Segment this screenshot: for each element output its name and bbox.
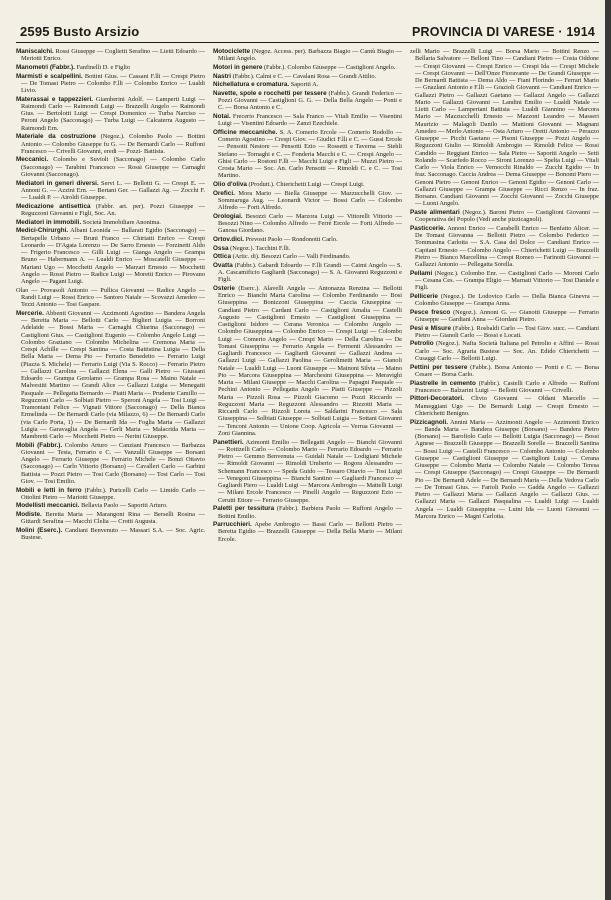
entry-text: (Negoz. Access. per). Barbazza Biagio — Cantù Biagio — Milani Angelo. — [218, 48, 402, 63]
entry-heading: Pizzicagnoli. — [410, 418, 449, 426]
entry-heading: Petrolio — [410, 340, 434, 348]
entry-text: Bottini Gius. — Cassani F.lli — Crespi Pietro — De Tomasi Pietro — Colombo F.lli — Colombo Enrico — Lualdi Livio. — [21, 72, 206, 95]
entry-text: (Negoz.). Baroni Pietro — Castiglioni Giovanni — Cooperativa del Popolo (Vedi anche pizzicagnoli). — [415, 208, 599, 224]
directory-entry — [213, 253, 402, 260]
entry-text: (Fabbr.). Colombo Giuseppe — Castiglioni Angelo. — [263, 63, 396, 71]
directory-entry — [410, 209, 599, 224]
entry-heading: Orologiai. — [213, 212, 243, 220]
column-1 — [16, 48, 205, 544]
directory-entry — [16, 96, 205, 132]
entry-text: Annini Maria — Azzimonti Angelo — Azzimonti Enrico — Banda Maria — Bandera Giuseppe (Borsano) — Bandera Pietro (Borsano) — Barofiolo Carlo — Bellotti Luigia (Sacconago) — Bossi Agnese — Brazzelli Giuseppe — Brazzelli Sorelle — Brazzelli Santina — Bossi Luigi — Castelli Francesco — Colombo Antonio — Colombo Giuseppe — Castiglioni Giuseppe — Castiglioni Luigi — Cerana Giuseppe — Colombo Maria — Colombo Natale — Colombo Teresa — Crespi Giuseppe (Sacconago) — Crespi Giuseppe — De Bernardi Pio — De Bernardi Adele — De Bernardi Maria — Della Vedova Carlo — De Tomasi Gius. — Farioli Paolo — Gadda Angelo — Gallazzi Pietro — Gallazzi Maria — Gallazzi Angelo — Gallazzi Gius. — Gallazzi Maria — Gallazzi Pasqualina — Lualdi Luigi — Lualdi Angela — Lualdi Giuseppina — Luini Ida — Luoni Giovanni — Marcora Enrico — Magni Carlotta. — [415, 418, 599, 520]
entry-text: zelli Mario — Brazzelli Luigi — Borsa Mario — Bottini Renzo — Bellaria Salvatore — Belloni Tino — Candiani Pietro — Costa Oddone — Crespi Giovanni — Crespi Enrico — Crespi Ida — Crespi Michele — Crespi Giovanni — Dell'Onze Fioravante — De Grandi Giuseppe — De Bernardi Battista — Dema Aldo — Fiani Florindo — Ferrari Mario — Gnazlani Antonio e F.lli — Grazioli Giovanni — Candiani Enrico — Gallazzi Pietro — Gallazzi Gaetano — Gallazzi Angelo — Gallazzi Mario — Gallazzi Giovanni — Landini Emilio — Lualdi Natale — Lietti Carlo — Lampertani Battista — Lualdi Giannino — Marcora Mario — Mazzucchelli Ernesto — Mazzoni Leandro — Masseri Maurizio — Malagoli Danilo — Mattioni Giovanni — Magnani Amedeo — Merlo Antonio — Osta Arturo — Oretti Antonio — Perazzo Giuseppe — Picchi Gaetano — Pisoni Giuseppe — Pozzi Angelo — Reguzzoni Giulio — Rimoldi Ambrogio — Rimoldi Felice — Rossi Candido — Reggiani Enrico — Sala Pietro — Saporiti Angelo — Setti Rolando — Scarfedo Rocco — Sironi Lorenzo — Spelta Luigi — Vitali Carlo — Viola Enrico — Vernocchi Rinaldo — Zucchi Egidio — In fraz. Sacconago. Caccia Andrea — Dema Giuseppe — Bonomi Piero — Genoni Pietro — Genoni Enrico — Genoni Egidio — Genoni Carlo — Gallazzi Giuseppe — Grampa Giuseppe — Ricci Renzo — In fraz. Borsano. Candiani Giovanni — Zocchi Giovanni — Zocchi Giuseppe — Luoni Angelo. — [410, 48, 599, 208]
entry-text: Beretta Maria — Marangoni Rina — Berselli Rosina — Gittardi Serafina — Macchi Clelia — Crotti Augusta. — [21, 511, 205, 526]
header-right: PROVINCIA DI VARESE · 1914 — [411, 25, 595, 39]
directory-entry — [410, 325, 599, 340]
entry-heading: Mercerie. — [16, 309, 44, 317]
directory-entry — [410, 225, 599, 269]
directory-entry — [16, 442, 205, 486]
directory-entry — [410, 364, 599, 379]
entry-heading: Officine meccaniche. — [213, 128, 278, 136]
entry-text: (Negoz.). Nafta Società Italiana pel Petrolio e Affini — Rossi Carlo — Soc. Agraria Bustese — Soc. An. Edido Chierichetti — Cusaggi Carlo — Bellotti Luigi. — [415, 340, 599, 362]
directory-entry — [213, 81, 402, 88]
entry-heading: Maniscalchi. — [16, 48, 54, 55]
entry-text: (Negoz.). Colombo Enr. — Castiglioni Carlo — Moroni Carlo — Cesana Ces. — Grampa Eligio — Marnati Vittorio — Tosi Daniele e Figli. — [415, 269, 599, 292]
column-2 — [213, 48, 402, 544]
entry-heading: Mediatori in immobili. — [16, 218, 82, 226]
entry-text: Rossi Giuseppe — Coglietti Serafino — Lietti Edoardo — Meriotti Enrico. — [21, 48, 205, 63]
directory-entry — [213, 213, 402, 235]
entry-text: Apebe Ambrogio — Bassi Carlo — Bellotti Pietro — Beretta Egidio — Brazzelli Giuseppe — Della Bella Mario — Milani Ercole. — [218, 521, 402, 543]
entry-heading: Osterie — [213, 284, 235, 292]
page-header — [16, 24, 599, 43]
directory-entry — [213, 439, 402, 504]
entry-heading: Parrucchieri. — [213, 521, 252, 529]
entry-heading: Motociclette — [213, 48, 251, 55]
entry-text: Saporiti A. — [290, 81, 319, 89]
entry-heading: Meccanici. — [16, 156, 49, 164]
directory-entry — [213, 73, 402, 80]
entry-text: Fanfinelli D. e Figlio — [76, 63, 131, 71]
directory-entry — [16, 73, 205, 95]
entry-heading: Mobili (Fabbr.). — [16, 441, 63, 449]
entry-heading: Panettieri. — [213, 438, 244, 446]
entry-heading: Modiste. — [16, 511, 42, 519]
directory-entry — [410, 309, 599, 324]
directory-entry — [16, 511, 205, 526]
entry-heading: Modellisti meccanici. — [16, 502, 80, 510]
entry-heading: Manometri (Fabbr.). — [16, 63, 75, 71]
entry-heading: Pasticcerie. — [410, 224, 446, 232]
entry-heading: Motori in genere — [213, 63, 263, 71]
directory-entry — [410, 419, 599, 521]
directory-entry — [16, 180, 205, 202]
directory-entry — [16, 310, 205, 441]
directory-entry — [213, 505, 402, 520]
directory-entry — [213, 113, 402, 128]
entry-heading: Pellicerie — [410, 292, 438, 300]
entry-text: S. A. Comerio Ercole — Comerio Rodolfo — Comerio Agostino — Crespi Giov. — Giudici F.lli e C. — Gussi Ercole — Pensotti Nestore — Pensotti Ezio — Rossetti e Taverna — Stehli Stefano — Tornaghi e C. — Fonderia Macchi e C. — Crespi Angelo — Ghisi Carlo — Rostoni F.lli — Macchi Luigi e Figli — Muzzi Pietro — Crosta Mario — Soc. An. Carlo Pensotti — Rimoldi C. e C. — Tosi Martino. — [218, 128, 402, 180]
entry-text: Prevosti Paolo — Rondonotti Carlo. — [245, 235, 338, 243]
directory-entry — [213, 521, 402, 543]
entry-heading: Ovatta — [213, 261, 233, 269]
entry-heading: Paletti per tessitura — [213, 505, 275, 513]
entry-text: (Fabbr.). Barbiera Paolo — Ruffoni Angelo — Bottini Emilio. — [218, 505, 402, 520]
entry-heading: Navette, spole e rocchetti per tessere — [213, 89, 327, 97]
entry-heading: Mobili e letti in ferro — [16, 486, 82, 494]
directory-entry — [213, 190, 402, 212]
directory-entry — [213, 181, 402, 188]
directory-entry — [213, 48, 402, 63]
entry-heading: Nastri — [213, 72, 231, 80]
entry-text: (Negoz.). Tacchini F.lli. — [230, 244, 291, 252]
entry-heading: Materiale da costruzione — [16, 133, 97, 141]
entry-heading: Marmisti e scalpellini. — [16, 72, 83, 80]
entry-heading: Nichellatura e cromatura. — [213, 81, 290, 89]
entry-heading: Olio d'oliva — [213, 180, 247, 188]
entry-text: (Artic. di). Besozzi Carlo — Valli Ferdinando. — [232, 253, 351, 261]
entry-text: (Fabbr.). Calmi e C. — Cavalani Rosa — Grandi Attilio. — [232, 72, 377, 80]
entry-text: Servi L. — Bellotti G. — Crespi E. — Annoni G. — Azzini Ern. — Bertani Ger. — Gallazzi Ag. — Zocchi F. — Lualdi P. — Airoldi Giuseppe. — [21, 179, 205, 202]
entry-heading: Pettini per tessere — [410, 363, 468, 371]
directory-entry — [16, 287, 205, 309]
entry-text: (Negoz.). De Lodovico Carlo — Della Bianca Ginevra — Colombo Giuseppe — Grampa Anna. — [415, 292, 599, 308]
entry-text: (Fabbr.). Gabardi Edoardo — F.lli Grandi — Caimi Angelo — S. A. Cascamificio Gagliardi (Sacconago) — S. A. Giovanni Reguzzoni e Figli. — [218, 261, 402, 284]
entry-text: Mora Mario — Biella Giuseppe — Mazzucchelli Giov. — Sommaruga Aug. — Leonardi Victor — Bossi Carlo — Colombo Alfredo — Forti Alfredo. — [218, 189, 402, 212]
entry-heading: Pittori-Decoratori. — [410, 395, 464, 403]
entry-text: Olao — Provasoli Antonio — Pullica Giovanni — Radice Angelo — Randi Luigi — Rossi Enrico — Santoro Natale — Scovazzi Amedeo — Tezzi Antonio — Tosi Gaspare. — [16, 286, 205, 309]
directory-entry — [410, 380, 599, 395]
directory-entry — [16, 227, 205, 285]
entry-text: (Fabbr.). Borsa Antonio — Ponti e C. — Borsa Cesare — Borsa Carlo. — [415, 363, 599, 378]
directory-entry — [213, 236, 402, 243]
entry-heading: Pesce fresco — [410, 308, 451, 316]
directory-entry — [410, 48, 599, 208]
directory-entry — [16, 64, 205, 71]
entry-text: (Negoz.). Annoni G. — Gianotti Giuseppe — Ferrario Giuseppe — Gardiani Anna — Giordani Pietro. — [415, 308, 599, 323]
directory-entry — [213, 129, 402, 180]
directory-entry — [16, 133, 205, 155]
entry-text: (Fabbr.). Rosbaldi Carlo — Tosi Giov. succ. — Candiani Pietro — Gianoli Carlo — Bossi e Locati. — [415, 324, 599, 339]
directory-entry — [16, 203, 205, 218]
directory-entry — [410, 340, 599, 362]
entry-text: (Fabbr. art. per). Pozzi Giuseppe — Reguzzoni Giovanni e Figli, Soc. An. — [21, 202, 206, 217]
directory-entry — [410, 395, 599, 417]
directory-entry — [16, 502, 205, 509]
entry-heading: Pesi e Misure — [410, 324, 452, 332]
entry-heading: Pellami — [410, 269, 433, 277]
entry-heading: Ortov.dici. — [213, 235, 244, 243]
directory-entry — [16, 156, 205, 178]
entry-text: Società Immobiliare Anonima. — [82, 218, 161, 226]
directory-entry — [213, 245, 402, 252]
entry-heading: Materassai e tappezzieri. — [16, 95, 94, 103]
directory-entry — [213, 64, 402, 71]
header-left: 2595 Busto Arsizio — [20, 24, 140, 39]
scan-edge — [605, 0, 611, 900]
entry-text: Bellavia Paolo — Saporiti Arturo. — [81, 502, 168, 510]
entry-heading: Paste alimentari — [410, 208, 460, 216]
directory-entry — [213, 262, 402, 284]
entry-text: (Eserc.). Alavelli Angela — Antonazza Renzina — Bellotti Enrico — Bianchi Maria Carolina — Colombo Ferdinando — Bosi Giuseppina — Bonizzoni Giuseppina — Caccia Giuseppina — Candiani Pietro — Cardani Carlo — Castiglioni Amalia — Castelli Augusto — Castiglioni Ernesto — Castiglioni Giuseppina — Castiglioni Isidoro — Cerana Veronica — Colombo Angelo — Colombo Giuseppina — Colombo Enrico — Crespi Luigi — Colombo Luigi — Comerio Angelo — Crespi Mario — Della Carolina — De Tomasi Giuseppina — Ferrario Angela — Fermenti Alessandro — Gagliardi Francesco — Gagliardi Giovanni — Gallazzi Andrea — Gallazzi Luigi — Gallazzi Paolina — Gerolimetti Maria — Gianoli Natale — Lualdi Luigi — Luoni Giuseppe — Mainoni Silvia — Maino Pio — Marcora Giuseppina — Marchesini Giuseppina — Meravighi Maria — Milani Giuseppe — Macchi Carolina — Papagni Pasquale — Pechini Antonio — Pellegatta Angelo — Piatti Giuseppe — Pizzoli Maria — Pizzoli Rosa — Pizzoli Giacomo — Pozzi Riccardo — Reguzzoni Maria — Reguzzoni Alessandro — Rizzotti Maria — Riccardi Carlo — Rizzoli Loreta — Saldarini Francesco — Sala Giuseppina — Solbiati Giuseppe — Solbiati Luigia — Sottani Giovanni — Tenconi Antonio — Unione Coop. Agricola — Verrua Giovanni — Zoni Giannina. — [218, 284, 402, 437]
directory-entry — [16, 48, 205, 63]
entry-heading: Notai. — [213, 112, 231, 120]
columns — [16, 48, 599, 544]
directory-entry — [213, 90, 402, 112]
entry-text: (Fabbr.). Grandi Federico — Pozzi Giovanni — Castiglioni G. G. — Della Bella Angelo — Ponti e C. — Borsa Antonio e C. — [218, 89, 402, 112]
directory-entry — [16, 487, 205, 502]
entry-text: (Negoz.). Colombo Paolo — Bottini Antonio — Colombo Giuseppe fu G. — De Bernardi Carlo — Ruffoni Francesco — Crivelli Giovanni, eredi — Pozzi- Battista. — [21, 133, 205, 155]
entry-text: Colombo Arturo — Canziani Francesco — Barbazza Giovanni — Testa, Ferrario e C. — Vanzulli Giuseppe — Borsani Angelo — Ferrario Giuseppe — Ferrario Michele — Bonzi Ottavio (Sacconago) — Carlo Vittorio (Borsano) — Cavalleri Carlo — Garbini Battista — Pozzi Pietro — Tosi Carlo (Borsano) — Tosi Carlo — Tosi Giov. — Tosi Emilio. — [21, 441, 205, 485]
entry-text: (Produtt.). Chierichetti Luigi — Crespi Luigi. — [248, 180, 365, 188]
directory-entry — [410, 270, 599, 292]
entry-heading: Ottica — [213, 253, 231, 261]
column-3 — [410, 48, 599, 544]
entry-heading: Medici-Chirurghi. — [16, 227, 69, 235]
entry-text: Giamberini Adolf. — Lamperti Luigi — Raimondi Carlo — Raimondi Luigi — Brazzelli Angelo — Raimondi Gius. — Bertolotti Luigi — Crespi Domenico — Turba Narciso — Peroni Angelo (Sacconago) — Turba Luigi — Calcaterra Augusto — Raimondi Ern. — [21, 95, 205, 132]
entry-text: (Fabbr.). Castelli Carlo e Alfredo — Ruffoni Francesco — Balzarini Luigi — Bellotti Giovanni — Crivelli. — [415, 379, 600, 394]
directory-entry — [16, 219, 205, 226]
entry-text: Abbenti Giovanni — Azzimonti Agostino — Bandera Angela — Beretta Maria — Bellotti Carlo — Biglieri Luigia — Borroni Adelaide — Bossi Maria — Carnaghi Chiarina (Sacconago) — Castiglioni Gius. — Castiglioni Eugenio — Colombo Angelo Luigi — Colombo Graziano — Colombo Michelina — Cremona Maria — Crespi Achille — Crespi Santina — Costa Battistina Luigia — Della Bella Maria — Dema Pio — Ferrario Benedetto — Ferrario Luigi (Piazza S. Michele) — Ferrario Luigi (Via S. Rocco) — Ferrario Pietro — Gallazzi Carolina — Gallazzi Elena — Galli Pietro — Giussani Edoardo — Grampa Gerolamo — Grampa Rosa — Maino Natale — Malvestiti Martino — Grandi Alice — Gallazzi Luigia — Menegatti Pasquale — Pellegatta Bernardo — Piatti Maria — Prudente Camillo — Reguzzoni Carlo — Solbiati Pietro — Speroni Angela — Tosi Luigi — Tramontani Felice — Vignati Vittore (Sacconago) — Della Bianca Ermelinda — De Bernardi Carlo (via Milazzo, 6) — De Bernardi Carlo (via Carlo Porta, 1) — De Bernardi Ida — Foglia Maria — Gallazzi Luigia — Garavaglia Angela — Gerli Maria — Malacrida Maria — Mambretti Carlo — Mocchetti Pietro — Nerini Giuseppe. — [21, 309, 205, 441]
directory-entry — [16, 527, 205, 542]
entry-text: Candiani Benvenuto — Massari S.A. — Soc. Agric. Bustese. — [21, 527, 206, 542]
entry-text: Azimonti Emilio — Bellegatti Angelo — Bianchi Giovanni — Rottizelli Carlo — Colombo Mario — Ferrario Edoardo — Ferrario Pietro — Gemmo Benvenuta — Guidali Natale — Lodigiani Michele — Rimoldi Giovanni — Rimoldi Umberto — Rogora Alessandro — Schemann Francesco — Speda Guido — Tessaro Ottavio — Tosi Luigi — Venegoni Giuseppina — Bianchi Santino — Gagliardi Francesco — Gagliardi Piero — Lualdi Luigi — Marcora Ambrogio — Mattelli Luigi — Milani Ercole Francesco — Pinelli Angelo — Reguzzoni Ezio — Cerutti Ettore — Ferrario Giuseppe. — [218, 438, 402, 504]
entry-heading: Orefici. — [213, 189, 235, 197]
entry-text: Colombo e Suvioli (Sacconago) — Colombo Carlo (Sacconago) — Tarabini Francesco — Rossi Giuseppe — Carnaghi Giovanni (Sacconago). — [21, 156, 205, 178]
entry-heading: Piastrelle in cemento — [410, 379, 476, 387]
entry-text: Clivio Giovanni — Oldani Marcello — Mameggiani Ugo — De Bernardi Luigi — Crespi Ernesto — Chierichetti Benigno. — [415, 395, 599, 417]
directory-entry — [213, 285, 402, 437]
entry-text: Annoni Enrico — Carabelli Enrico — Benfatto Alicer. — De Tomasi Giovanna — Bellotti Pietro — Colombo Federico — Tommasina Carlotta — S.A. Casa del Dolce — Candiani Enrico — Capitani Ernesto — Colombo Angelo — Chierichetti Luigi — Brazzelli Pietro — Bianco Marcellina — Crespi Romeo — Farinotti Giovanni — Gallazzi Antonio — Pellegatta Sorella. — [415, 224, 599, 269]
directory-entry — [410, 293, 599, 308]
entry-text: Frecerio Francesco — Sala Franco — Vitali Emilio — Visentini Luigi — Visentini Edoardo — Zanzi Ezechiele. — [218, 112, 402, 128]
entry-heading: Mediatori in generi diversi. — [16, 179, 99, 187]
entry-heading: Medicazione antisettica — [16, 202, 91, 210]
entry-heading: Ossa — [213, 244, 229, 252]
entry-text: Besozzi Carlo — Marzora Luigi — Vittorelli Vittorio — Besozzi Nino — Colombo Alfredo — Ferrè Ercole — Forti Alfredo — Ganosa Giordano. — [218, 212, 402, 235]
entry-heading: Molini (Eserc.). — [16, 527, 63, 534]
entry-text: (Fabbr.). Puricelli Carlo — Limido Carlo — Ottolini Pietro — Mariotti Giuseppe. — [21, 486, 205, 501]
entry-text: Albani Leonida — Ballarati Egidio (Sacconago) — Bertapelle Urbano — Bruni Franco — Chiriatti Enrico — Crespi Leonardo — D'Agata Lorenzo — De Sarro Ernesto — Forzinetti Aldo — Frigerio Francesco — Gilli Luigi — Gianga Angelo — Grampa Bruno — Habermann A. — Lualdi Enrico — Moscatelli Giuseppe — Mariani Ugo — Mocchetti Angelo — Marzari Ernesto — Mocchetti Angelo — Rossi Pietro — Radice Luigi — Moretti Enrico — Pirovano Angelo — Pagani Luigi. — [21, 227, 205, 286]
